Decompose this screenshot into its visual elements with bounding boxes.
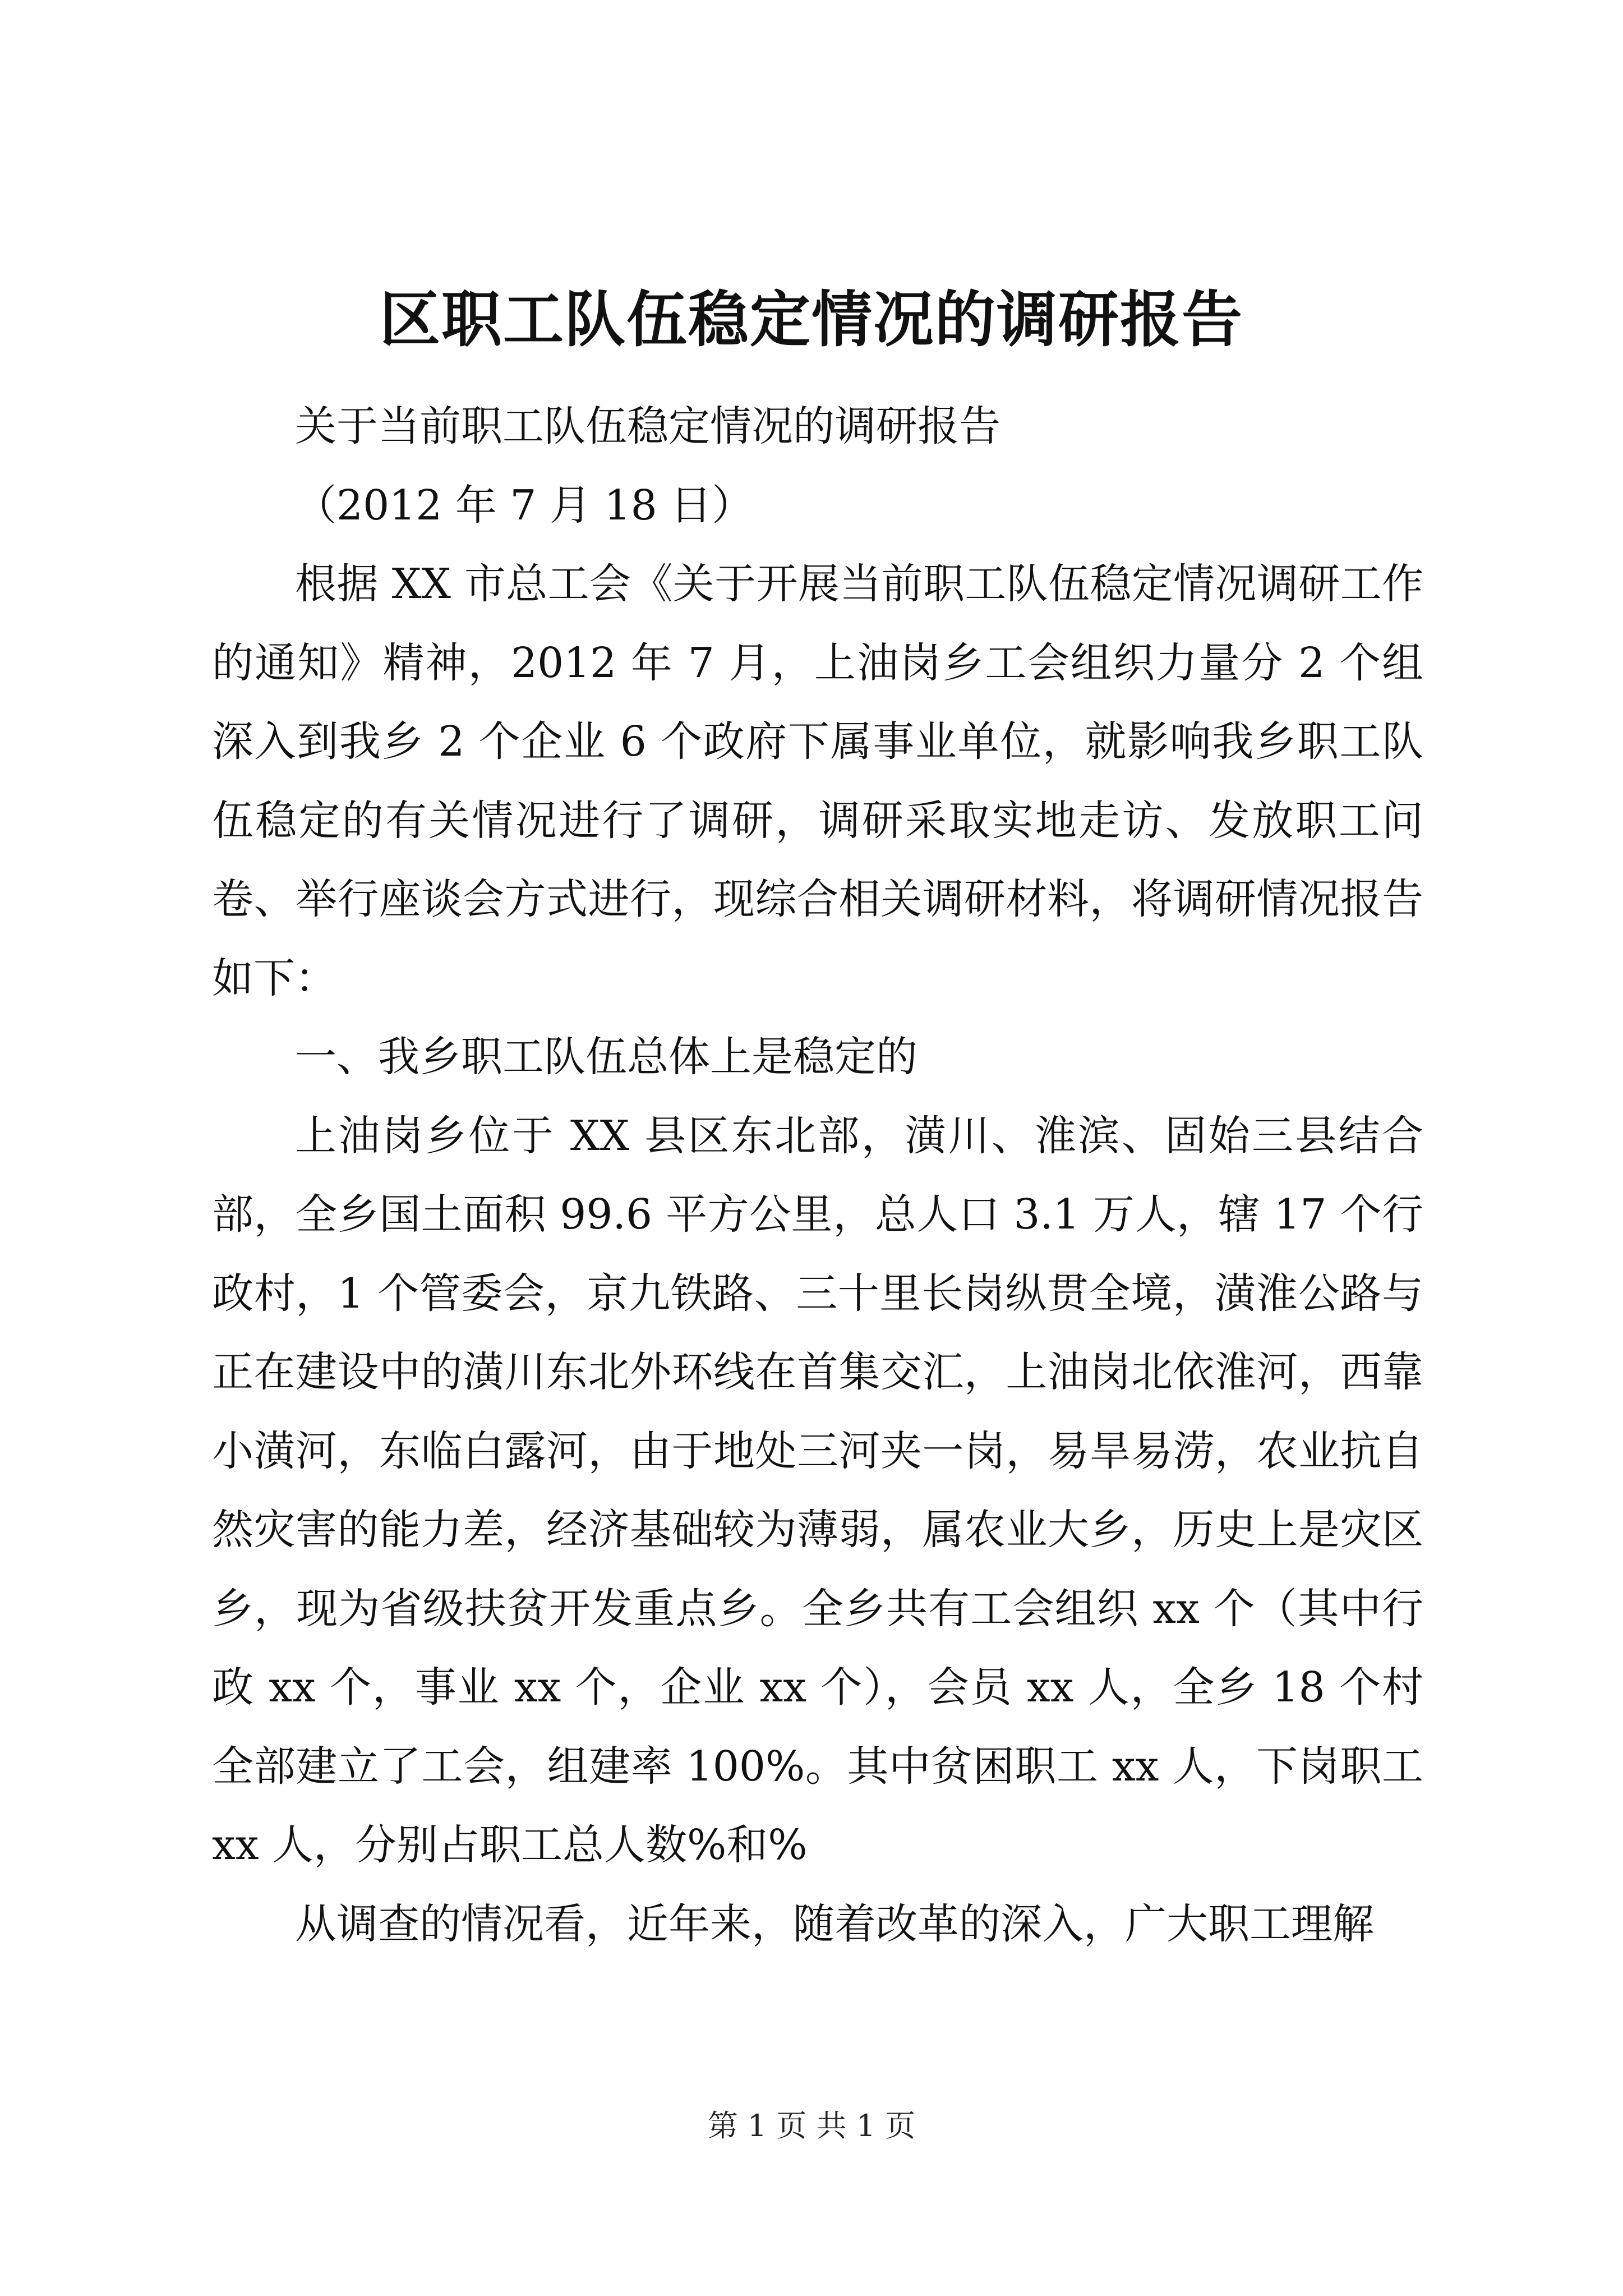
subtitle-paragraph: 关于当前职工队伍稳定情况的调研报告 <box>295 402 1000 450</box>
overview-paragraph: 上油岗乡位于 XX 县区东北部，潢川、淮滨、固始三县结合部，全乡国土面积 99.6 平方公里，总人口 3.1 万人，辖 17 个行政村，1 个管委会，京九铁路、三十里长岗纵贯全境，潢淮公路与正在建设中的潢川东北外环线在首集交汇，上油岗北依淮河，西靠小潢河，东临白露河，由于地处三河夹一岗，易旱易涝，农业抗自然灾害的能力差，经济基础较为薄弱，属农业大乡，历史上是灾区乡，现为省级扶贫开发重点乡。全乡共有工会组织 xx 个（其中行政 xx 个，事业 xx 个，企业 xx 个），会员 xx 人，全乡 18 个村全部建立了工会，组建率 100%。其中贫困职工 xx 人，下岗职工 xx 人，分别占职工总人数%和% <box>212 1111 1423 1869</box>
intro-paragraph: 根据 XX 市总工会《关于开展当前职工队伍稳定情况调研工作的通知》精神，2012 年 7 月，上油岗乡工会组织力量分 2 个组深入到我乡 2 个企业 6 个政府下属事业单位，就影响我乡职工队伍稳定的有关情况进行了调研，调研采取实地走访、发放职工问卷、举行座谈会方式进行，现综合相关调研材料，将调研情况报告如下： <box>212 560 1423 1002</box>
page-footer: 第 1 页 共 1 页 <box>707 2108 916 2143</box>
document-body <box>212 387 1423 1963</box>
document-title: 区职工队伍稳定情况的调研报告 <box>379 284 1243 355</box>
date-paragraph: （2012 年 7 月 18 日） <box>295 481 754 530</box>
findings-paragraph: 从调查的情况看，近年来，随着改革的深入，广大职工理解 <box>295 1899 1374 1948</box>
section-heading: 一、我乡职工队伍总体上是稳定的 <box>295 1033 917 1081</box>
